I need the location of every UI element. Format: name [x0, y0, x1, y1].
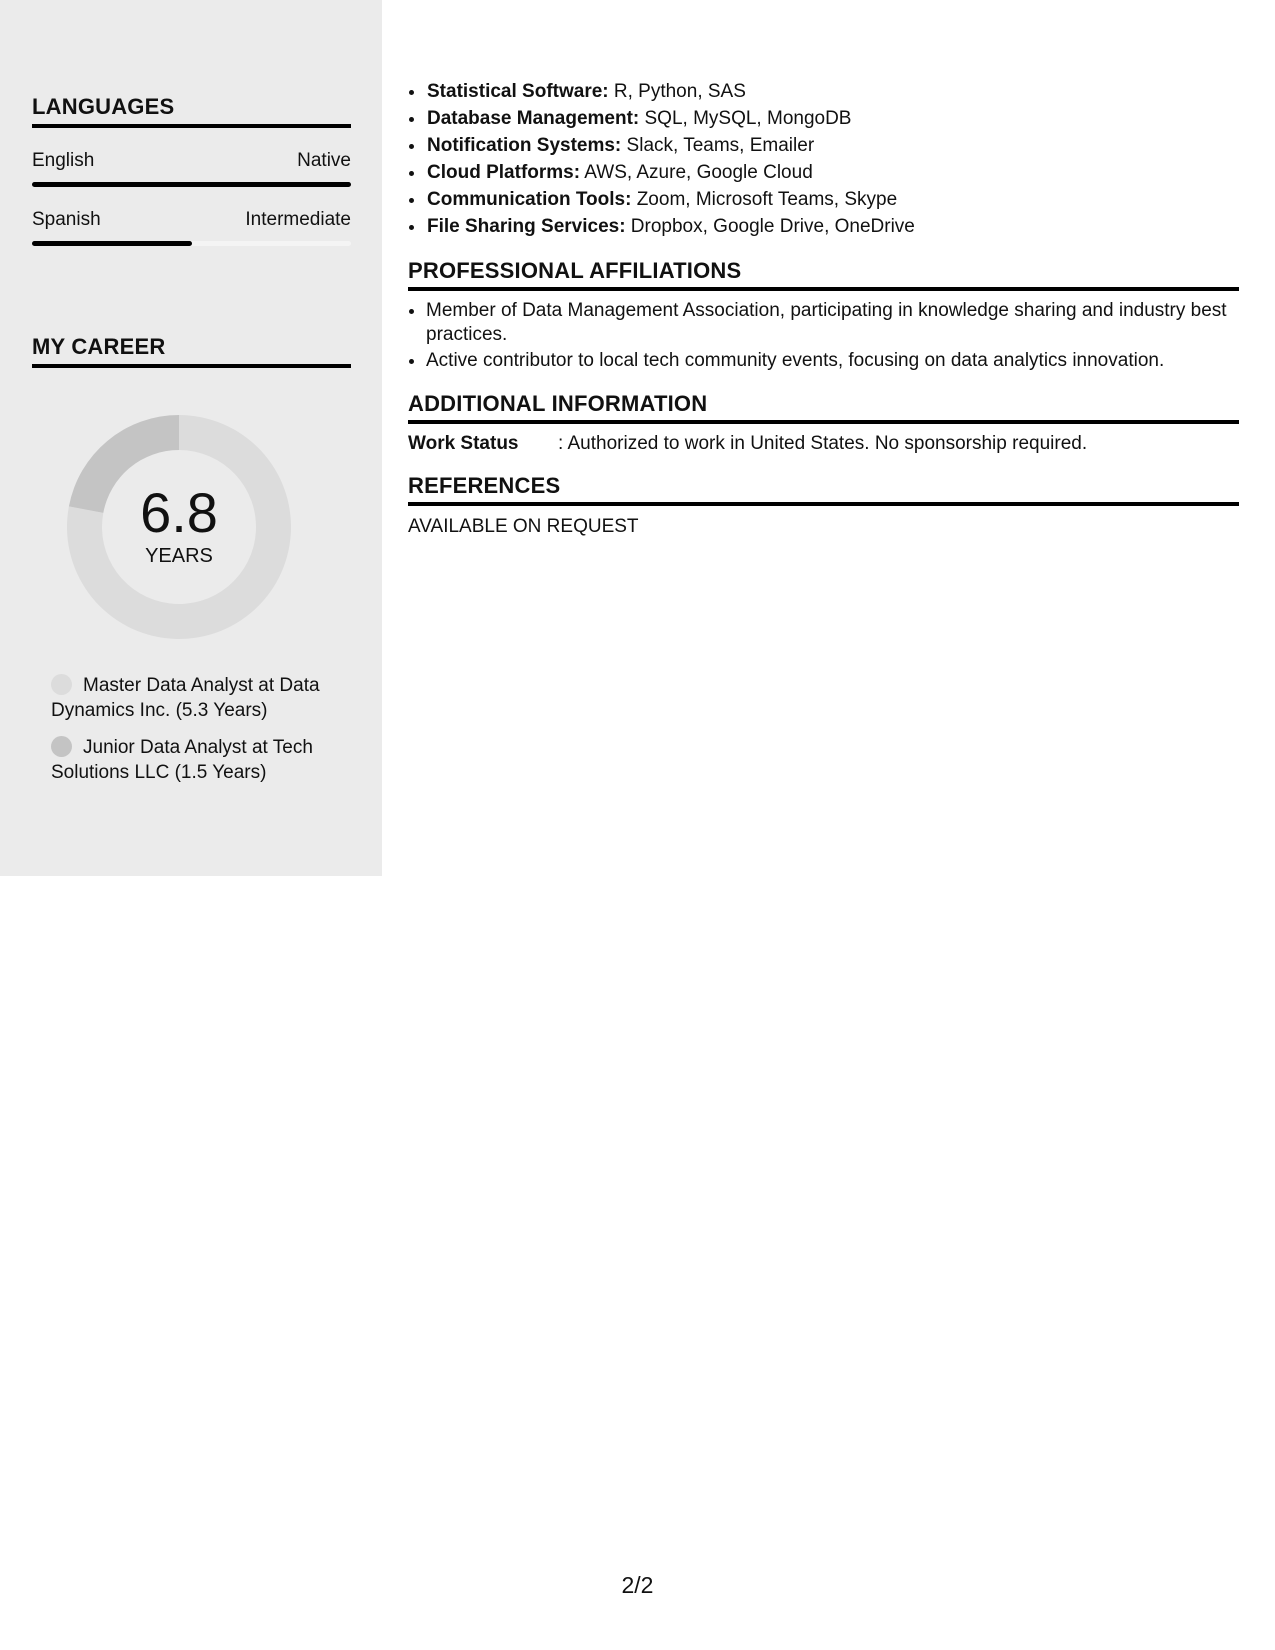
skill-item	[426, 159, 1239, 186]
language-bar	[32, 241, 351, 246]
references-text: AVAILABLE ON REQUEST	[408, 516, 639, 537]
additional-info-title: ADDITIONAL INFORMATION	[408, 391, 1239, 424]
skill-label: Communication Tools:	[427, 189, 632, 210]
skill-item	[426, 78, 1239, 105]
skill-value: Zoom, Microsoft Teams, Skype	[631, 189, 898, 210]
skill-label: Statistical Software:	[427, 81, 609, 102]
career-section	[32, 334, 351, 368]
main-content	[408, 78, 1239, 538]
career-donut-chart	[67, 415, 291, 639]
languages-section	[32, 94, 351, 246]
language-bar	[32, 182, 351, 187]
career-total-years: 6.8	[140, 480, 218, 544]
legend-dot	[51, 674, 72, 695]
language-name: Spanish	[32, 209, 101, 230]
languages-title: LANGUAGES	[32, 94, 351, 128]
skill-value: SQL, MySQL, MongoDB	[639, 108, 852, 129]
skill-label: Cloud Platforms:	[427, 162, 581, 183]
affiliation-item: • Member of Data Management Association, participating in knowledge sharing and industry best practices.	[426, 299, 1239, 347]
career-legend	[51, 673, 341, 797]
skill-value: R, Python, SAS	[608, 81, 746, 102]
skills-list	[408, 78, 1239, 240]
language-level: Intermediate	[245, 209, 351, 230]
skill-item	[426, 105, 1239, 132]
career-legend-item	[51, 673, 341, 723]
language-bar-fill	[32, 241, 192, 246]
sidebar	[0, 0, 382, 876]
skill-value: Dropbox, Google Drive, OneDrive	[625, 216, 915, 237]
skill-item	[426, 213, 1239, 240]
work-status-label: Work Status	[408, 433, 519, 454]
legend-dot	[51, 736, 72, 757]
skill-item	[426, 186, 1239, 213]
skill-label: Database Management:	[427, 108, 640, 129]
page-number: 2/2	[621, 1572, 654, 1598]
work-status-value: : Authorized to work in United States. No sponsorship required.	[558, 433, 1088, 454]
skill-value: AWS, Azure, Google Cloud	[580, 162, 813, 183]
affiliations-list	[408, 299, 1239, 373]
career-role-label: Junior Data Analyst at Tech Solutions LLC (1.5 Years)	[51, 737, 313, 783]
skill-label: Notification Systems:	[427, 135, 622, 156]
language-level: Native	[297, 150, 351, 171]
skill-item	[426, 132, 1239, 159]
affiliation-item: • Active contributor to local tech community events, focusing on data analytics innovation.	[426, 349, 1239, 373]
career-title: MY CAREER	[32, 334, 351, 368]
career-role-label: Master Data Analyst at Data Dynamics Inc. (5.3 Years)	[51, 675, 320, 721]
work-status-row	[408, 433, 1239, 455]
language-bar-fill	[32, 182, 351, 187]
language-item-spanish	[32, 209, 351, 246]
language-item-english	[32, 150, 351, 187]
career-legend-item	[51, 735, 341, 785]
skill-value: Slack, Teams, Emailer	[621, 135, 815, 156]
career-total-unit: YEARS	[145, 544, 213, 567]
references-title: REFERENCES	[408, 473, 1239, 506]
language-name: English	[32, 150, 95, 171]
skill-label: File Sharing Services:	[427, 216, 626, 237]
affiliations-title: PROFESSIONAL AFFILIATIONS	[408, 258, 1239, 291]
